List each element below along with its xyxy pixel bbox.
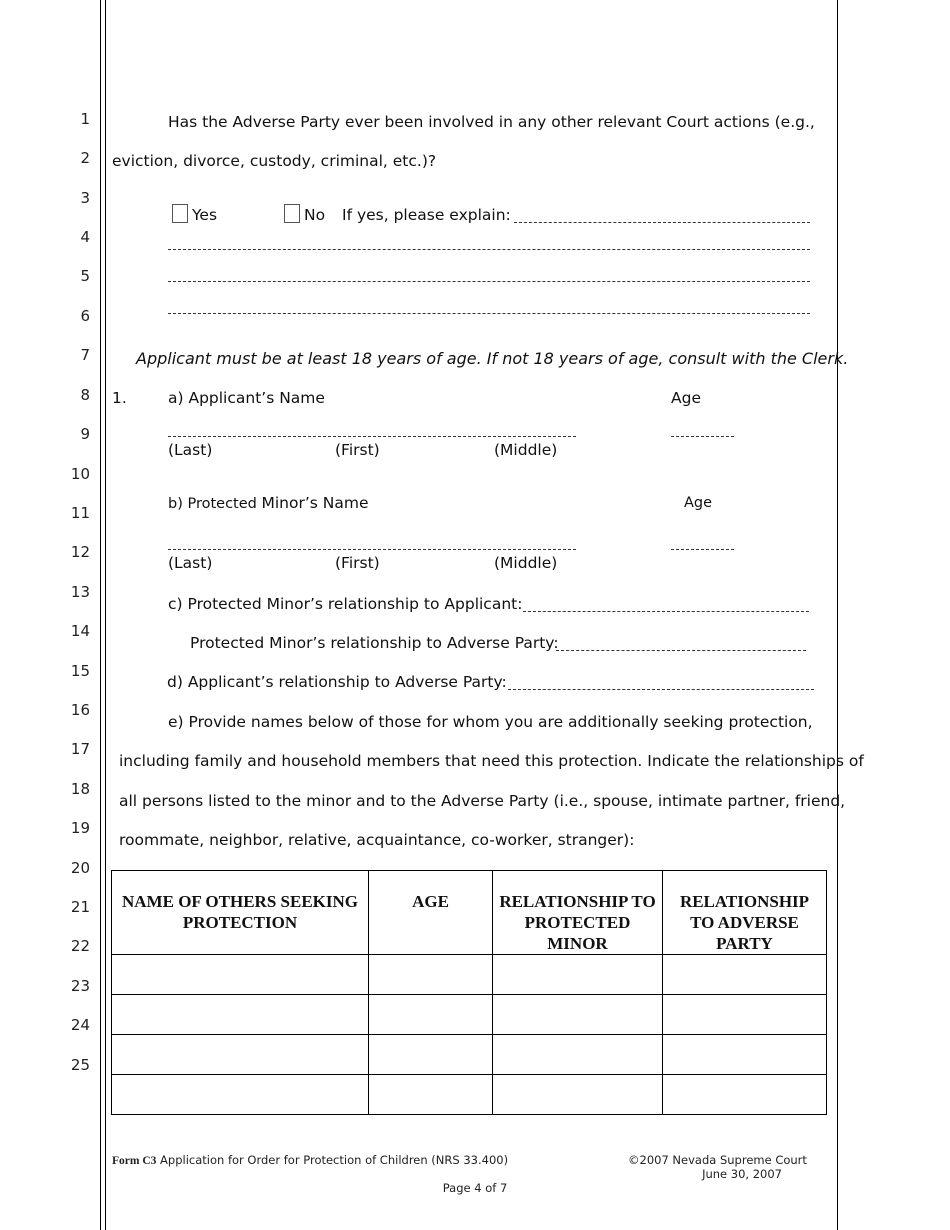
explain-field-line-3[interactable] — [168, 281, 810, 282]
others-instruction-line-1: e) Provide names below of those for whom you are additionally seeking protection, — [168, 713, 813, 731]
footer-form-id: Form C3 — [112, 1155, 157, 1167]
yes-checkbox[interactable] — [172, 204, 188, 223]
age-notice: Applicant must be at least 18 years of age. If not 18 years of age, consult with the Clerk. — [136, 349, 849, 368]
table-row — [112, 1035, 827, 1075]
explain-label: If yes, please explain: — [342, 206, 511, 224]
table-cell[interactable] — [112, 1075, 369, 1115]
header-name: NAME OF OTHERS SEEKING PROTECTION — [112, 871, 369, 955]
yes-label: Yes — [192, 206, 218, 224]
question-line-2: eviction, divorce, custody, criminal, etc.)? — [112, 152, 437, 170]
applicant-name-field[interactable] — [168, 436, 576, 437]
line-number: 16 — [70, 701, 90, 719]
table-cell[interactable] — [369, 1075, 493, 1115]
line-number: 21 — [70, 898, 90, 916]
table-cell[interactable] — [663, 1035, 827, 1075]
table-cell[interactable] — [112, 955, 369, 995]
line-number: 17 — [70, 740, 90, 758]
line-number: 25 — [70, 1056, 90, 1074]
table-row — [112, 955, 827, 995]
line-number: 9 — [80, 425, 90, 443]
line-number: 14 — [70, 622, 90, 640]
no-checkbox[interactable] — [284, 204, 300, 223]
minor-to-adverse-label: Protected Minor’s relationship to Adverse Party: — [190, 634, 559, 652]
others-instruction-line-4: roommate, neighbor, relative, acquaintance, co-worker, stranger): — [119, 831, 635, 849]
header-age: AGE — [369, 871, 493, 955]
line-number: 2 — [80, 149, 90, 167]
line-number: 7 — [80, 346, 90, 364]
line-number: 18 — [70, 780, 90, 798]
minor-name-label — [168, 494, 369, 512]
line-number: 23 — [70, 977, 90, 995]
explain-field[interactable] — [514, 222, 810, 223]
header-relationship-minor: RELATIONSHIP TO PROTECTED MINOR — [493, 871, 663, 955]
question-line-1: Has the Adverse Party ever been involved in any other relevant Court actions (e.g., — [168, 113, 815, 131]
line-number: 11 — [70, 504, 90, 522]
applicant-name-label: a) Applicant’s Name — [168, 389, 325, 407]
table-header-row — [112, 871, 827, 955]
applicant-to-adverse-label: d) Applicant’s relationship to Adverse Party: — [167, 673, 507, 691]
table-row — [112, 1075, 827, 1115]
minor-to-applicant-label: c) Protected Minor’s relationship to Applicant: — [168, 595, 523, 613]
table-cell[interactable] — [493, 955, 663, 995]
section-number: 1. — [112, 389, 127, 407]
applicant-last-caption: (Last) — [168, 441, 213, 459]
table-cell[interactable] — [112, 995, 369, 1035]
others-instruction-line-2: including family and household members that need this protection. Indicate the relationships of — [119, 752, 864, 770]
minor-name-prefix: b) Protected — [168, 496, 262, 512]
no-option[interactable] — [284, 204, 325, 224]
minor-first-caption: (First) — [335, 554, 380, 572]
footer-copyright: ©2007 Nevada Supreme Court — [628, 1153, 807, 1167]
no-label: No — [304, 206, 326, 224]
table-cell[interactable] — [493, 1035, 663, 1075]
left-margin-rule-outer — [100, 0, 101, 1230]
applicant-to-adverse-field[interactable] — [508, 689, 814, 690]
minor-to-applicant-field[interactable] — [523, 611, 809, 612]
line-number: 22 — [70, 937, 90, 955]
applicant-age-label: Age — [671, 389, 701, 407]
table-cell[interactable] — [112, 1035, 369, 1075]
minor-age-field[interactable] — [671, 549, 734, 550]
table-cell[interactable] — [493, 1075, 663, 1115]
explain-field-line-4[interactable] — [168, 313, 810, 314]
line-number: 24 — [70, 1016, 90, 1034]
line-number: 1 — [80, 110, 90, 128]
minor-age-label: Age — [684, 495, 713, 511]
line-number: 12 — [70, 543, 90, 561]
minor-to-adverse-field[interactable] — [556, 650, 806, 651]
applicant-middle-caption: (Middle) — [494, 441, 558, 459]
footer-date: June 30, 2007 — [702, 1167, 782, 1181]
header-relationship-adverse: RELATIONSHIP TO ADVERSE PARTY — [663, 871, 827, 955]
table-cell[interactable] — [663, 995, 827, 1035]
footer-form-info — [112, 1153, 508, 1167]
right-margin-rule — [837, 0, 838, 1230]
left-margin-rule-inner — [105, 0, 106, 1230]
line-number: 10 — [70, 465, 90, 483]
minor-last-caption: (Last) — [168, 554, 213, 572]
others-seeking-protection-table — [111, 870, 827, 1115]
table-cell[interactable] — [493, 995, 663, 1035]
yes-option[interactable] — [172, 204, 217, 224]
others-instruction-line-3: all persons listed to the minor and to the Adverse Party (i.e., spouse, intimate partner, friend, — [119, 792, 846, 810]
explain-field-line-2[interactable] — [168, 249, 810, 250]
line-number: 19 — [70, 819, 90, 837]
table-cell[interactable] — [369, 1035, 493, 1075]
minor-name-field[interactable] — [168, 549, 576, 550]
applicant-first-caption: (First) — [335, 441, 380, 459]
table-cell[interactable] — [663, 1075, 827, 1115]
table-cell[interactable] — [369, 995, 493, 1035]
table-cell[interactable] — [663, 955, 827, 995]
line-number: 5 — [80, 267, 90, 285]
table-row — [112, 995, 827, 1035]
line-number: 13 — [70, 583, 90, 601]
table-cell[interactable] — [369, 955, 493, 995]
line-number: 15 — [70, 662, 90, 680]
minor-name-text: Minor’s Name — [261, 494, 369, 512]
line-number: 4 — [80, 228, 90, 246]
footer-form-title: Application for Order for Protection of Children (NRS 33.400) — [160, 1153, 509, 1167]
page-number: Page 4 of 7 — [442, 1181, 508, 1195]
minor-middle-caption: (Middle) — [494, 554, 558, 572]
line-number: 8 — [80, 386, 90, 404]
line-number: 20 — [70, 859, 90, 877]
line-number: 6 — [80, 307, 90, 325]
applicant-age-field[interactable] — [671, 436, 734, 437]
line-number: 3 — [80, 189, 90, 207]
